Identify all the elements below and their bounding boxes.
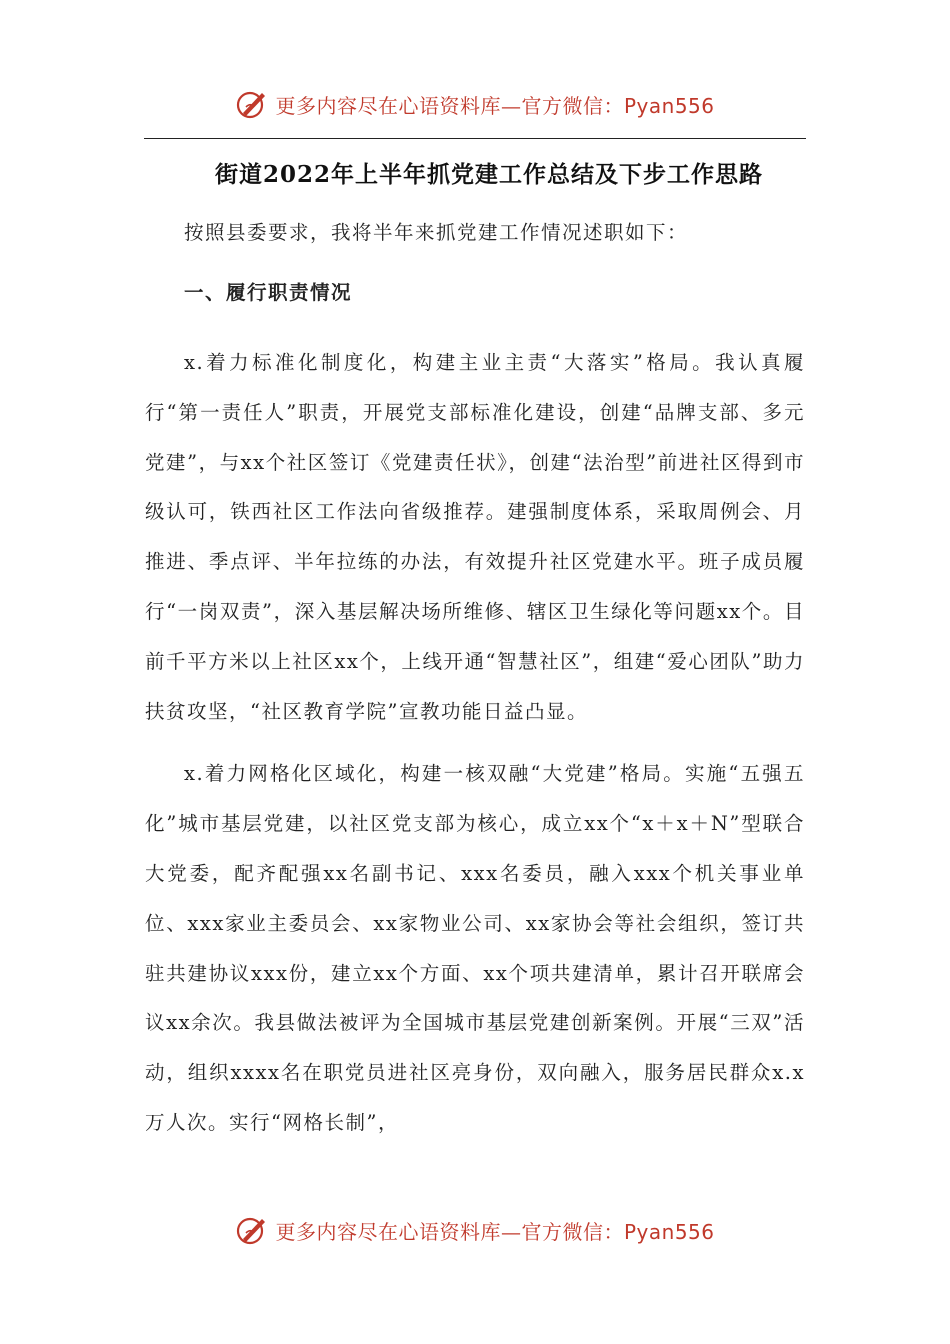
section-heading: 一、履行职责情况 bbox=[184, 281, 353, 304]
header-divider bbox=[144, 138, 806, 139]
header-wechat-id: Pyan556 bbox=[623, 93, 715, 118]
pen-logo-icon bbox=[235, 1213, 269, 1247]
header-banner-text: 更多内容尽在心语资料库—官方微信：Pyan556 bbox=[275, 93, 715, 118]
pen-logo-icon bbox=[235, 87, 269, 121]
header-banner bbox=[0, 84, 950, 124]
intro-paragraph: 按照县委要求，我将半年来抓党建工作情况述职如下： bbox=[184, 221, 689, 244]
body-paragraph-2: x.着力网格化区域化，构建一核双融“大党建”格局。实施“五强五化”城市基层党建，以社区党支部为核心，成立xx个“x＋x＋N”型联合大党委，配齐配强xx名副书记、xxx名委员，融入xxx个机关事业单位、xxx家业主委员会、xx家物业公司、xx家协会等社会组织，签订共驻共建协议xxx份，建立xx个方面、xx个项共建清单，累计召开联席会议xx余次。我县做法被评为全国城市基层党建创新案例。开展“三双”活动，组织xxxx名在职党员进社区亮身份，双向融入，服务居民群众x.x万人次。实行“网格长制”， bbox=[145, 762, 805, 1134]
footer-banner bbox=[0, 1210, 950, 1250]
footer-wechat-id: Pyan556 bbox=[623, 1219, 715, 1244]
footer-banner-text: 更多内容尽在心语资料库—官方微信：Pyan556 bbox=[275, 1219, 715, 1244]
body-paragraph-1: x.着力标准化制度化，构建主业主责“大落实”格局。我认真履行“第一责任人”职责，开展党支部标准化建设，创建“品牌支部、多元党建”，与xx个社区签订《党建责任状》，创建“法治型”前进社区得到市级认可，铁西社区工作法向省级推荐。建强制度体系，采取周例会、月推进、季点评、半年拉练的办法，有效提升社区党建水平。班子成员履行“一岗双责”，深入基层解决场所维修、辖区卫生绿化等问题xx个。目前千平方米以上社区xx个，上线开通“智慧社区”，组建“爱心团队”助力扶贫攻坚，“社区教育学院”宣教功能日益凸显。 bbox=[145, 351, 805, 723]
document-title: 街道2022年上半年抓党建工作总结及下步工作思路 bbox=[215, 161, 764, 188]
document-body bbox=[145, 218, 805, 1148]
